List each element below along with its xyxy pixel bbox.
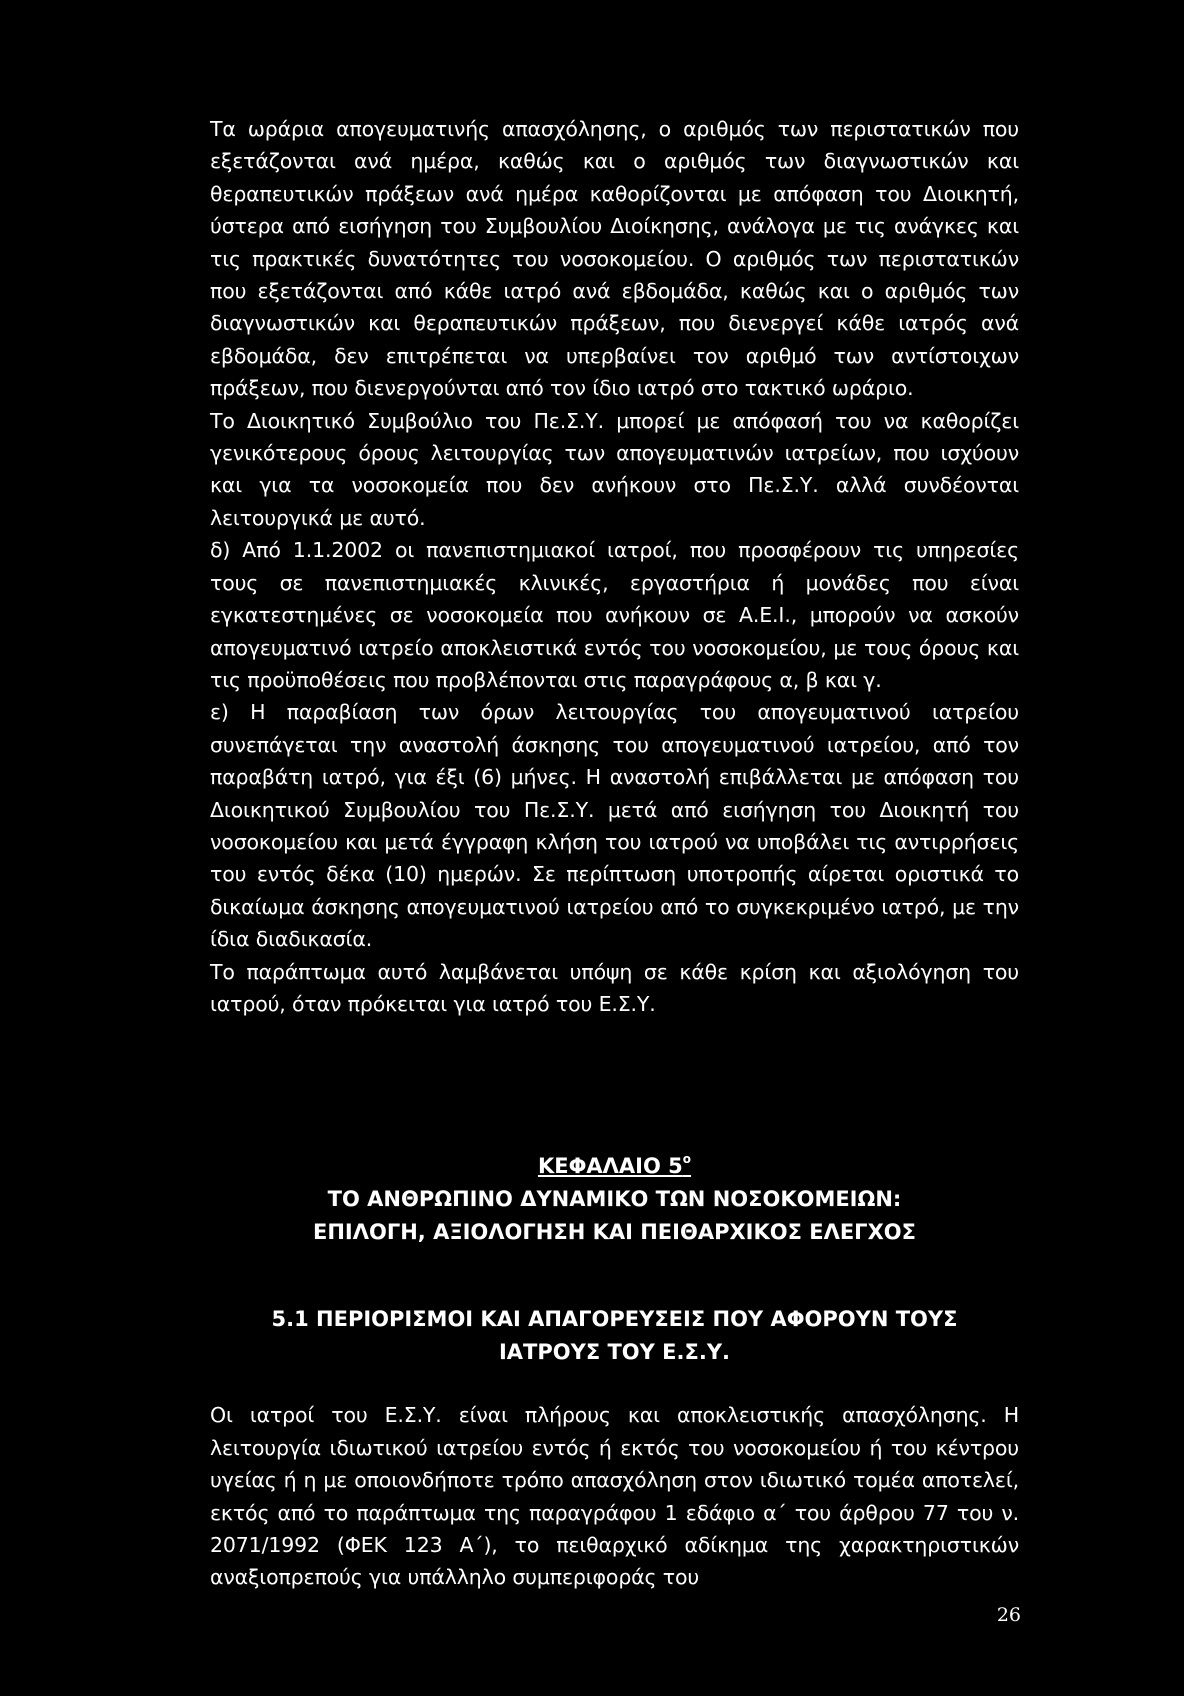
chapter-label-text: ΚΕΦΑΛΑΙΟ 5 (537, 1154, 683, 1179)
body-paragraph-4: ε) Η παραβίαση των όρων λειτουργίας του απογευματινού ιατρείου συνεπάγεται την αναστολή άσκησης του απογευματινού ιατρείου, από τον παραβάτη ιατρό, για έξι (6) μήνες. Η αναστολή επιβάλλεται με απόφαση του Διοικητικού Συμβουλίου του Πε.Σ.Υ. μετά από εισήγηση του Διοικητή του νοσοκομείου και μετά έγγραφη κλήση του ιατρού να υποβάλει τις αντιρρήσεις του εντός δέκα (10) ημερών. Σε περίπτωση υποτροπής αίρεται οριστικά το δικαίωμα άσκησης απογευματινού ιατρείου από το συγκεκριμένο ιατρό, με την ίδια διαδικασία. (210, 700, 1019, 952)
body-paragraph-2: Το Διοικητικό Συμβούλιο του Πε.Σ.Υ. μπορεί με απόφασή του να καθορίζει γενικότερους όρους λειτουργίας των απογευματινών ιατρείων, που ισχύουν και για τα νοσοκομεία που δεν ανήκουν στο Πε.Σ.Υ. αλλά συνδέονται λειτουργικά με αυτό. (210, 408, 1019, 530)
chapter-label-ordinal: ο (682, 1152, 692, 1167)
body-paragraph-1: Τα ωράρια απογευματινής απασχόλησης, ο αριθμός των περιστατικών που εξετάζονται ανά ημέρα, καθώς και ο αριθμός των διαγνωστικών και θεραπευτικών πράξεων ανά ημέρα καθορίζονται με απόφαση του Διοικητή, ύστερα από εισήγηση του Συμβουλίου Διοίκησης, ανάλογα με τις ανάγκες και τις πρακτικές δυνατότητες του νοσοκομείου. Ο αριθμός των περιστατικών που εξετάζονται από κάθε ιατρό ανά εβδομάδα, καθώς και ο αριθμός των διαγνωστικών και θεραπευτικών πράξεων, που διενεργεί κάθε ιατρός ανά εβδομάδα, δεν επιτρέπεται να υπερβαίνει τον αριθμό των αντίστοιχων πράξεων, που διενεργούνται από τον ίδιο ιατρό στο τακτικό ωράριο. (210, 117, 1019, 401)
section-gap (210, 1020, 1019, 1150)
chapter-heading (210, 1150, 1019, 1183)
page-number: 26 (996, 1604, 1021, 1626)
section-heading (210, 1303, 1019, 1369)
section-body (210, 1399, 1019, 1593)
chapter-title-line-1: ΤΟ ΑΝΘΡΩΠΙΝΟ ΔΥΝΑΜΙΚΟ ΤΩΝ ΝΟΣΟΚΟΜΕΙΩΝ: (327, 1187, 902, 1212)
chapter-title-line-2: ΕΠΙΛΟΓΗ, ΑΞΙΟΛΟΓΗΣΗ ΚΑΙ ΠΕΙΘΑΡΧΙΚΟΣ ΕΛΕΓΧΟΣ (313, 1220, 916, 1245)
document-page (210, 113, 1019, 1594)
section-title-line-1: 5.1 ΠΕΡΙΟΡΙΣΜΟΙ ΚΑΙ ΑΠΑΓΟΡΕΥΣΕΙΣ ΠΟΥ ΑΦΟΡΟΥΝ ΤΟΥΣ (271, 1307, 958, 1332)
chapter-label (538, 1154, 691, 1178)
body-paragraph-5: Το παράπτωμα αυτό λαμβάνεται υπόψη σε κάθε κρίση και αξιολόγηση του ιατρού, όταν πρόκειται για ιατρό του Ε.Σ.Υ. (210, 959, 1019, 1016)
section-title-line-2: ΙΑΤΡΟΥΣ ΤΟΥ Ε.Σ.Υ. (498, 1340, 731, 1365)
body-paragraph-3: δ) Από 1.1.2002 οι πανεπιστημιακοί ιατροί, που προσφέρουν τις υπηρεσίες τους σε πανεπιστημιακές κλινικές, εργαστήρια ή μονάδες που είναι εγκατεστημένες σε νοσοκομεία που ανήκουν σε Α.Ε.Ι., μπορούν να ασκούν απογευματινό ιατρείο αποκλειστικά εντός του νοσοκομείου, με τους όρους και τις προϋποθέσεις που προβλέπονται στις παραγράφους α, β και γ. (210, 538, 1019, 692)
section-paragraph-1: Οι ιατροί του Ε.Σ.Υ. είναι πλήρους και αποκλειστικής απασχόλησης. Η λειτουργία ιδιωτικού ιατρείου εντός ή εκτός του νοσοκομείου ή του κέντρου υγείας ή η με οποιονδήποτε τρόπο απασχόληση στον ιδιωτικό τομέα αποτελεί, εκτός από το παράπτωμα της παραγράφου 1 εδάφιο α΄ του άρθρου 77 του ν. 2071/1992 (ΦΕΚ 123 Α΄), το πειθαρχικό αδίκημα της χαρακτηριστικών αναξιοπρεπούς για υπάλληλο συμπεριφοράς του (210, 1403, 1019, 1590)
